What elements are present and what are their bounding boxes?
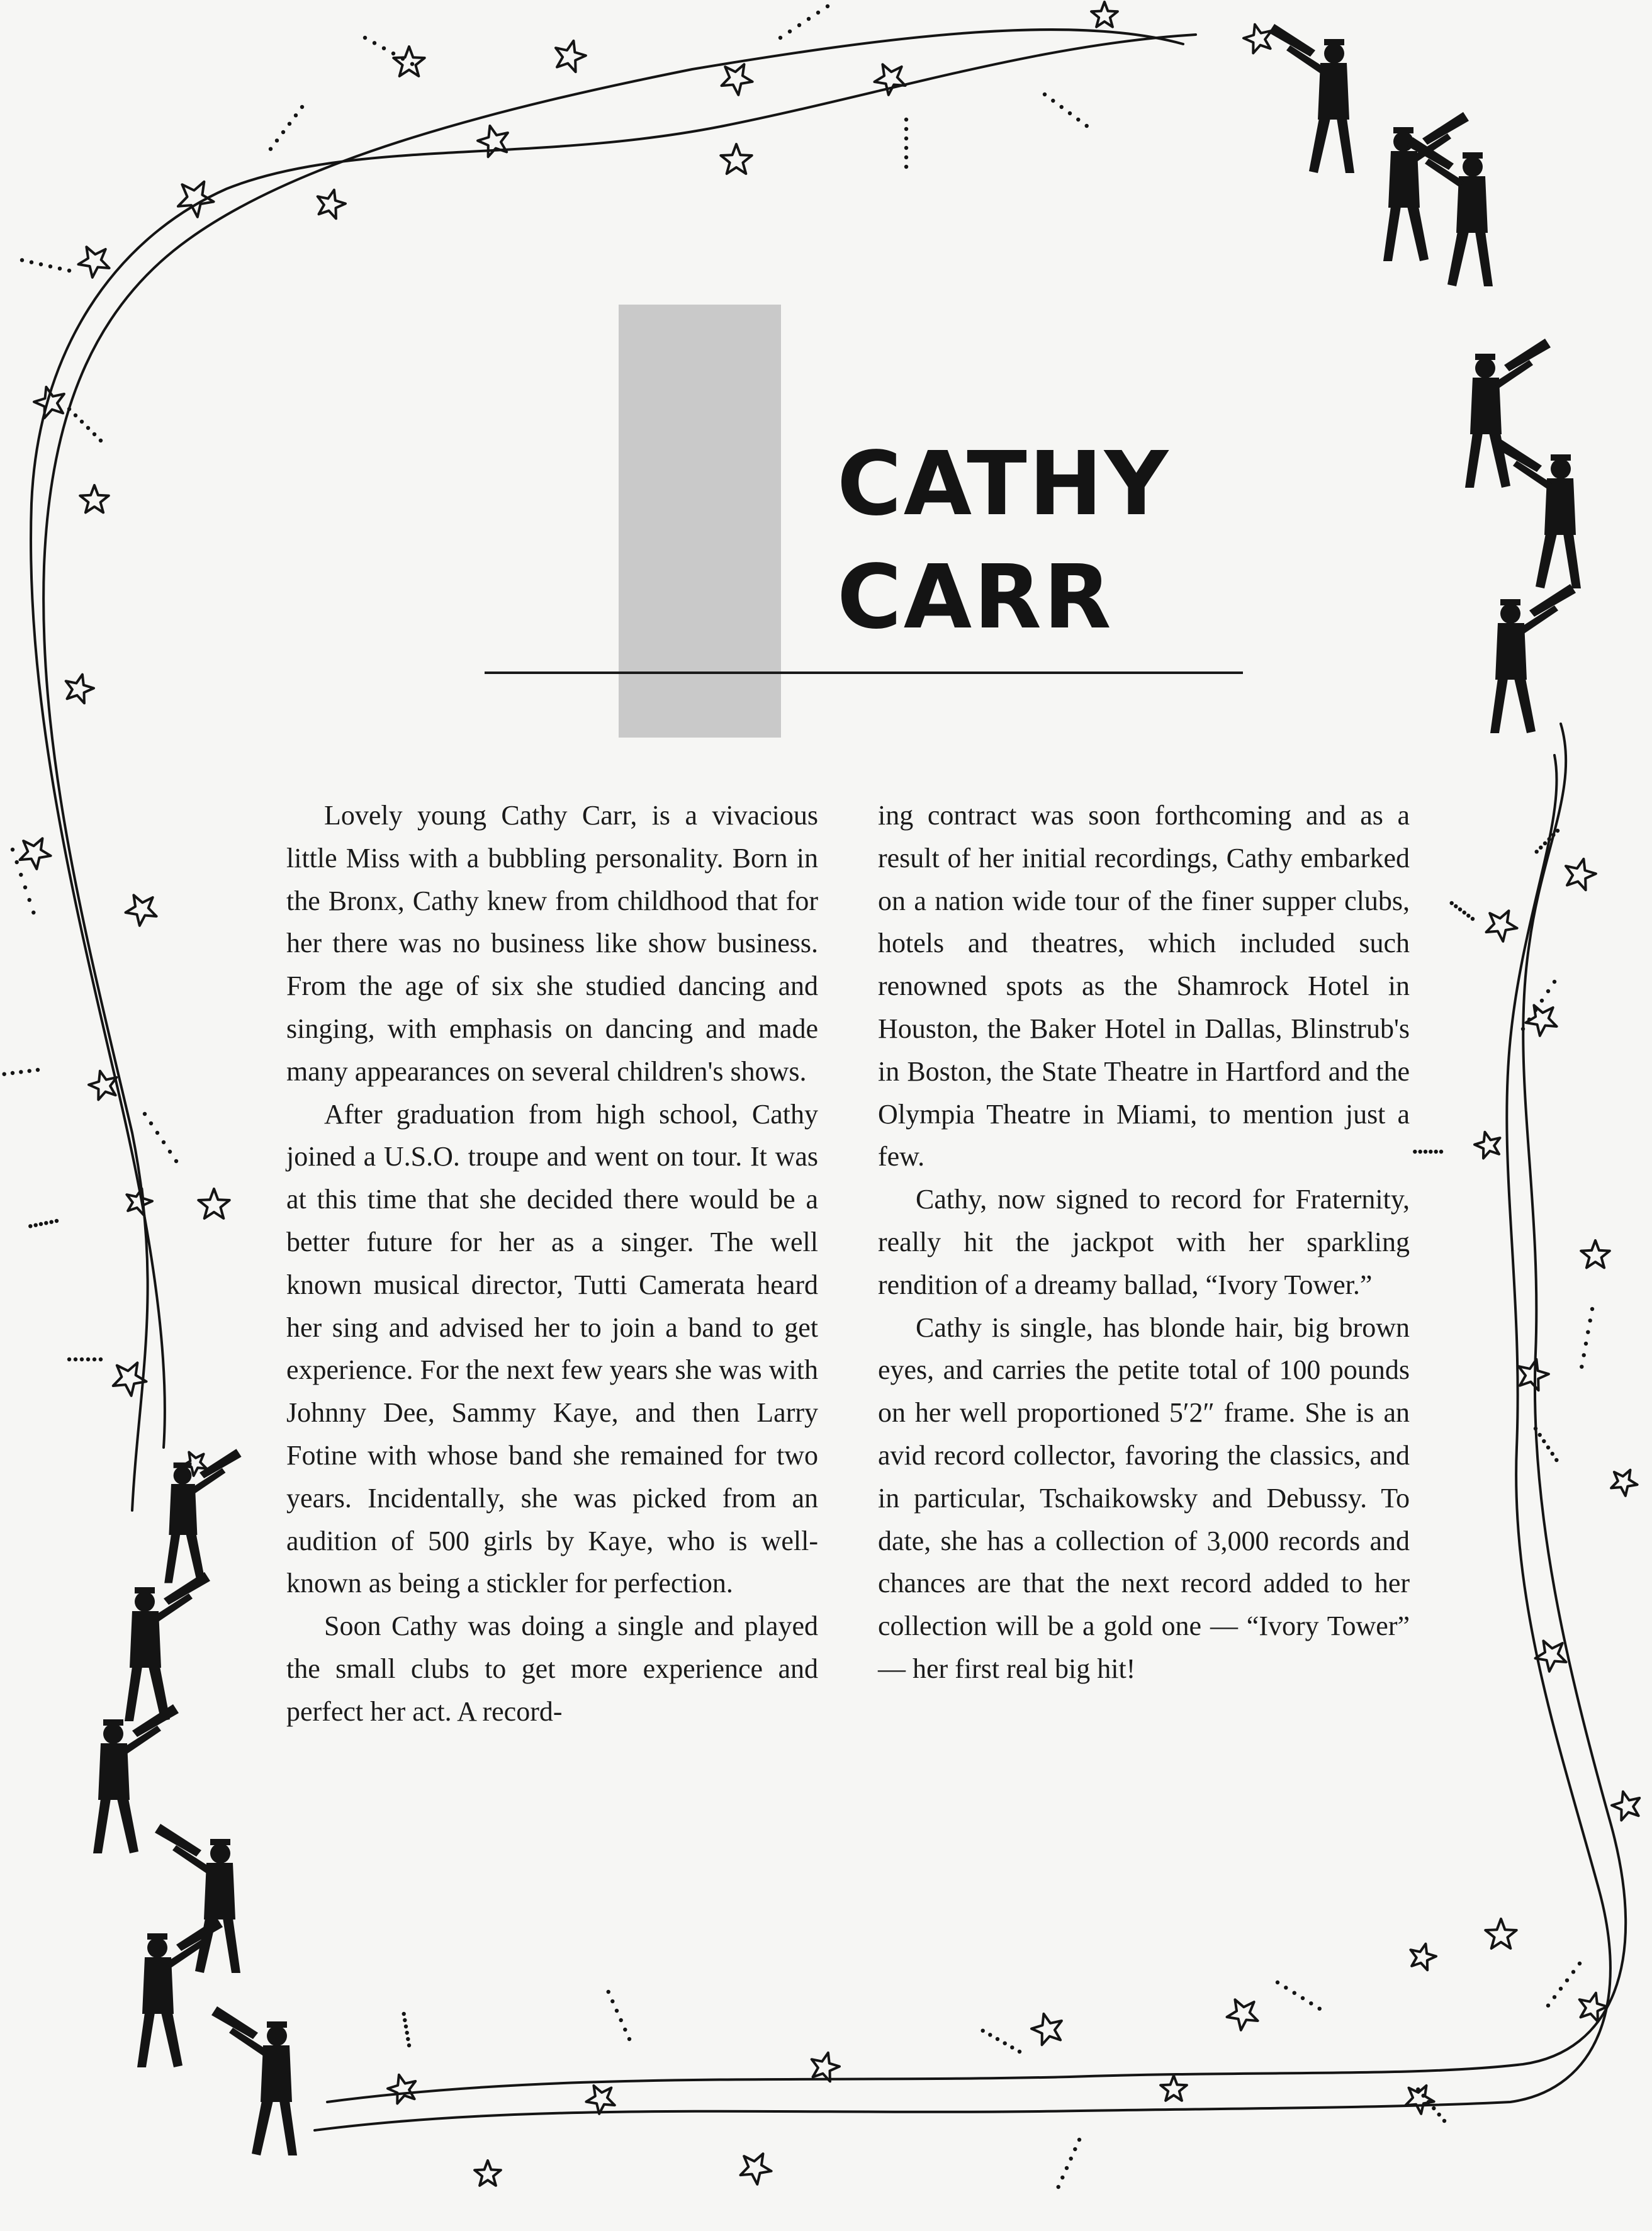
sparkle-dot [1540,999,1544,1003]
sparkle-dot [93,432,96,436]
musician-leg [1337,118,1354,173]
sparkle-dot [797,23,801,27]
musician-leg [164,1534,180,1583]
sparkle-dot [31,911,35,914]
sparkle-dot [904,165,908,169]
star-icon [1611,1470,1638,1496]
sparkle-dot [281,130,285,134]
sparkle-dot [788,30,792,33]
sparkle-dot [1556,829,1559,833]
star-icon [1566,859,1596,890]
musician-leg [1465,433,1483,488]
star-icon [388,2075,415,2104]
sparkle-dot [300,105,304,109]
sparkle-dot [1434,1150,1438,1154]
star-icon [1244,25,1271,53]
sparkle-dot [996,2037,999,2041]
star-icon [556,41,586,72]
musician-silhouette-icon [1490,584,1576,733]
sparkle-dot [1590,1307,1594,1311]
sparkle-dot [1471,917,1475,921]
star-icon [20,838,51,869]
sparkle-dot [19,873,23,877]
sparkle-dot [1450,901,1454,905]
sparkle-dot [1559,1987,1563,1991]
sparkle-dot [39,1222,43,1226]
musician-head [210,1843,230,1863]
sparkle-dot [1578,1962,1582,1965]
sparkle-dot [904,118,908,121]
star-icon [1486,911,1517,941]
sparkle-dot [36,1068,40,1072]
sparkle-dot [410,62,414,66]
sparkle-dot [39,262,43,266]
sparkle-dot [155,1131,159,1135]
star-icon [198,1189,229,1218]
musician-head [267,2026,287,2046]
sparkle-dot [1068,111,1072,115]
sparkle-dot [1588,1318,1592,1322]
musician-leg [1383,206,1401,261]
sparkle-dot [1437,2113,1441,2116]
musician-hat [135,1587,155,1593]
sparkle-dot [48,264,52,268]
sparkle-dot [86,1357,90,1361]
musician-head [147,1938,167,1958]
sparkle-dot [44,1221,48,1225]
sparkle-dot [11,848,14,851]
sparkle-dot [58,267,62,271]
sparkle-dot [1293,1991,1296,1995]
sparkle-dot [1413,1150,1417,1154]
sparkle-dot [1463,911,1466,914]
star-icon [1612,1792,1639,1821]
musician-silhouette-icon [211,2006,297,2155]
sparkle-dot [11,1071,14,1075]
sparkle-dot [1051,99,1055,103]
sparkle-dot [1060,105,1064,109]
sparkle-dot [19,1070,23,1074]
page-title-line-1: CATHY [837,433,1171,536]
musician-hat [174,1463,192,1468]
sparkle-dot [1318,2007,1322,2011]
article-column-right [878,794,1410,1690]
sparkle-dot [149,1121,153,1125]
musician-silhouette-icon [125,1572,210,1721]
article-column-left [286,794,818,1733]
sparkle-dot [1539,846,1542,850]
musician-silhouette-icon [155,1824,240,1973]
musician-hat [1475,354,1495,360]
star-icon [80,485,109,512]
musician-hat [1393,127,1413,133]
sparkle-dot [1018,2050,1021,2054]
sparkle-dot [988,2033,992,2037]
sparkle-dot [86,426,90,430]
sparkle-dot [904,137,908,140]
sparkle-dot [1548,837,1551,841]
sparkle-dot [1076,118,1080,121]
musician-hat [147,1933,167,1940]
sparkle-dot [28,1069,31,1073]
sparkle-dot [904,146,908,150]
star-icon [1405,2086,1434,2114]
sparkle-dot [981,2029,985,2033]
star-icon [126,1189,152,1215]
sparkle-dot [1003,2042,1007,2045]
star-icon [393,47,424,76]
sparkle-dot [80,1357,84,1361]
sparkle-dot [1276,1981,1279,1984]
star-icon [66,675,94,704]
sparkle-dot [1419,1150,1422,1154]
sparkle-dot [1454,904,1458,908]
sparkle-dot [403,2018,407,2022]
sparkle-dot [807,17,811,21]
musician-leg [1447,232,1469,286]
star-icon [79,247,110,278]
star-icon [1091,2,1118,27]
sparkle-dot [294,113,298,117]
page-title-line-2: CARR [837,546,1113,649]
musician-leg [137,2013,155,2067]
sparkle-dot [904,155,908,159]
sparkle-dot [1442,2119,1446,2123]
sparkle-dot [1429,1150,1432,1154]
sparkle-dot [20,258,24,262]
sparkle-dot [1057,2185,1060,2189]
star-icon [1410,1944,1436,1970]
musician-leg [1475,232,1493,286]
musician-leg [223,1918,240,1973]
sparkle-dot [275,138,279,142]
sparkle-dot [269,147,273,151]
musician-leg [161,2013,183,2067]
star-icon [741,2154,772,2184]
sparkle-dot [28,898,31,902]
star-icon [812,2053,840,2082]
musician-hat [1551,454,1571,461]
star-icon [475,2161,501,2186]
sparkle-dot [1069,2157,1073,2161]
sparkle-dot [610,1999,614,2003]
sparkle-dot [1546,1446,1550,1449]
star-icon [126,895,157,926]
sparkle-dot [1538,1433,1542,1437]
musician-hat [1500,599,1520,605]
musician-leg [1563,534,1581,588]
sparkle-dot [1586,1330,1590,1334]
sparkle-dot [1571,1970,1575,1974]
sparkle-dot [1077,2138,1081,2142]
musician-silhouette-icon [1269,24,1354,173]
sparkle-dot [826,4,829,8]
sparkle-dot [1284,1986,1288,1989]
star-icon [1227,1999,1258,2030]
sparkle-dot [373,41,376,45]
sparkle-dot [1553,980,1556,984]
sparkle-dot [1466,914,1470,918]
star-icon [1581,1240,1610,1267]
star-icon [1519,1359,1549,1390]
musician-leg [1490,678,1508,733]
musician-leg [1489,433,1510,488]
musician-leg [1536,534,1557,588]
sparkle-dot [407,2043,411,2047]
paragraph: Cathy, now signed to record for Fraternity, really hit the jackpot with her sparkling rendition of a dreamy ballad, “Ivory Tower.” [878,1184,1410,1300]
sparkle-dot [1551,1452,1554,1456]
sparkle-dot [1554,1458,1558,1462]
star-icon [1475,1132,1500,1159]
musician-hat [267,2021,287,2028]
musician-leg [1514,678,1536,733]
sparkle-dot [615,2009,619,2013]
sparkle-dot [1535,850,1539,853]
sparkle-dot [1580,1365,1583,1369]
musician-silhouette-icon [1383,112,1469,261]
musician-silhouette-icon [1495,439,1581,588]
sparkle-dot [55,1219,59,1223]
sparkle-dot [1534,1427,1537,1430]
paragraph: Cathy is single, has blonde hair, big brown eyes, and carries the petite total of 100 pounds on her well proportioned 5′2″ frame. She is an avid record collector, favoring the classics, and in particular, Tschaikowsky and Debussy. To date, she has a collection of 3,000 records and chances are that the next record added to her collection will be a gold one — “Ivory Tower” — her first real big hit! [878,1312,1410,1684]
sparkle-dot [1584,1342,1588,1346]
paragraph: After graduation from high school, Cathy joined a U.S.O. troupe and went on tour. It was at this time that she decided there would be a better future for her as a singer. The well known musical director, Tutti Camerata heard her sing and advised her to join a band to get experience. For the next few years she was with Johnny Dee, Sammy Kaye, and then Larry Fotine with whose band she remained for two years. Incidentally, she was picked from an audition of 500 girls by Kaye, who is well-known as being a stickler for perfection. [286,1098,818,1599]
musician-head [1551,459,1571,479]
sparkle-dot [1551,833,1555,837]
sparkle-dot [74,413,77,417]
sparkle-dot [67,1357,71,1361]
sparkle-dot [1309,2001,1313,2005]
star-icon [1031,2014,1062,2045]
sparkle-dot [363,36,367,40]
sparkle-dot [904,127,908,131]
sparkle-dot [28,1224,32,1228]
sparkle-dot [93,1357,96,1361]
musician-head [103,1724,123,1744]
sparkle-dot [406,2037,410,2041]
sparkle-dot [34,1223,38,1227]
sparkle-dot [1085,124,1089,128]
sparkle-dot [288,122,291,126]
sparkle-dot [1458,908,1462,911]
sparkle-dot [50,1220,53,1224]
musician-head [1475,358,1495,378]
paragraph: ing contract was soon forthcoming and as a result of her initial recordings, Cathy embarked on a nation wide tour of the finer supper clubs, hotels and theatres, which included such renowned spots as the Shamrock Hotel in Houston, the Baker Hotel in Dallas, Blinstrub's in Boston, the State Theatre in Hartford and the Olympia Theatre in Miami, to mention just a few. [878,800,1410,1172]
sparkle-dot [99,1357,103,1361]
musician-hat [1324,39,1344,45]
sparkle-dot [1565,1979,1569,1982]
sparkle-dot [1424,1150,1427,1154]
musician-head [135,1592,155,1612]
musician-head [1463,157,1483,177]
sparkle-dot [1301,1996,1305,2000]
paragraph: Lovely young Cathy Carr, is a vivacious little Miss with a bubbling personality. Born in the Bronx, Cathy knew from childhood that for her there was no business like show business. From the age of six she studied dancing and singing, with emphasis on dancing and made many appearances on several children's shows. [286,800,818,1087]
musician-head [1324,43,1344,64]
sparkle-dot [168,1150,172,1154]
sparkle-dot [67,407,71,411]
sparkle-dot [1065,2166,1069,2170]
musician-head [174,1466,192,1485]
sparkle-dot [1439,1150,1443,1154]
star-icon [1526,1005,1557,1036]
musician-leg [125,1666,142,1721]
musician-leg [279,2101,297,2155]
sparkle-dot [1432,2106,1436,2110]
sparkle-dot [402,2012,406,2016]
sparkle-dot [405,2031,409,2035]
star-icon [34,387,64,418]
star-icon [722,64,753,95]
sparkle-dot [67,269,71,273]
title-rule [485,672,1243,674]
sparkle-dot [99,439,103,442]
star-icon [318,190,346,219]
sparkle-dot [778,36,782,40]
sparkle-dot [816,11,820,14]
sparkle-dot [619,2018,623,2022]
sparkle-dot [1543,841,1547,845]
sparkle-dot [1542,1439,1546,1443]
sparkle-dot [1060,2176,1064,2179]
sparkle-dot [607,1990,610,1994]
sparkle-dot [2,1072,6,1076]
sparkle-dot [382,47,386,50]
musician-head [1500,604,1520,624]
musician-leg [252,2101,273,2155]
sparkle-dot [30,261,33,264]
star-icon [89,1071,116,1100]
sparkle-dot [1546,989,1550,993]
sparkle-dot [23,885,27,889]
sparkle-dot [1582,1353,1586,1357]
star-icon [1160,2076,1187,2101]
musician-leg [1407,206,1429,261]
musician-hat [1463,152,1483,159]
musician-leg [117,1799,138,1853]
sparkle-dot [404,2025,408,2028]
musician-hat [210,1839,230,1845]
sparkle-dot [80,420,84,424]
musician-leg [93,1799,111,1853]
musician-hat [103,1719,123,1726]
paragraph: Soon Cathy was doing a single and played the small clubs to get more experience and perfect her act. A record- [286,1610,818,1727]
sparkle-dot [627,2037,631,2041]
sparkle-dot [391,52,395,55]
sparkle-dot [74,1357,77,1361]
sparkle-dot [162,1140,166,1144]
musician-leg [1309,118,1330,173]
sparkle-dot [1546,2004,1550,2008]
sparkle-dot [1553,1995,1556,1999]
sparkle-dot [1521,1027,1525,1031]
star-icon [1485,1919,1516,1948]
sparkle-dot [1043,93,1047,96]
sparkle-dot [1073,2147,1077,2151]
star-icon [586,2086,614,2114]
sparkle-dot [1010,2045,1014,2049]
sparkle-dot [174,1159,178,1163]
sparkle-dot [143,1112,147,1116]
star-icon [721,144,751,174]
sparkle-dot [623,2028,627,2032]
sparkle-dot [15,860,19,864]
